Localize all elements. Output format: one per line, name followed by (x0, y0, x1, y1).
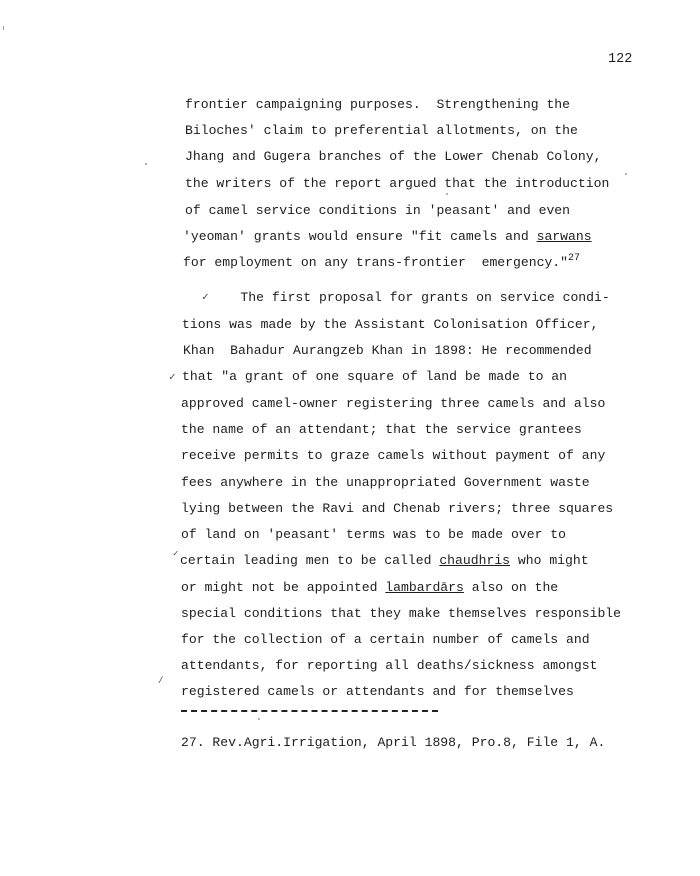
text-line: the name of an attendant; that the service grantees (181, 422, 582, 437)
text-line: The first proposal for grants on service condi- (209, 290, 610, 305)
scan-speck (625, 173, 627, 175)
check-mark-icon: ✓ (173, 549, 179, 559)
check-mark-icon: ✓ (202, 292, 209, 304)
underlined-term: lambardārs (385, 580, 464, 595)
text-span: for employment on any trans-frontier emergency." (183, 255, 569, 270)
text-line: frontier campaigning purposes. Strengthening the (185, 97, 571, 112)
text-line: for the collection of a certain number of camels and (181, 632, 590, 647)
text-line: special conditions that they make themselves responsible (181, 606, 622, 621)
text-line: attendants, for reporting all deaths/sickness amongst (181, 658, 598, 673)
text-line (183, 229, 592, 245)
text-line: the writers of the report argued that the introduction (185, 176, 610, 191)
footnote-divider (181, 710, 438, 712)
footnote-reference: 27 (568, 253, 581, 264)
scan-speck (3, 26, 4, 30)
scan-speck (446, 193, 448, 195)
text-line: Jhang and Gugera branches of the Lower Chenab Colony, (185, 149, 602, 164)
text-line: Khan Bahadur Aurangzeb Khan in 1898: He recommended (183, 343, 592, 358)
text-line: registered camels or attendants and for themselves (181, 684, 574, 699)
scan-speck (145, 163, 147, 165)
text-line: of camel service conditions in 'peasant' and even (185, 203, 571, 218)
text-line (180, 553, 589, 569)
page-number: 122 (608, 52, 633, 67)
text-line: approved camel-owner registering three camels and also (181, 396, 606, 411)
text-line (183, 255, 580, 273)
scan-speck (258, 718, 260, 720)
slash-mark-icon: / (158, 676, 164, 686)
text-span: certain leading men to be called (180, 553, 440, 568)
text-line: Biloches' claim to preferential allotments, on the (185, 123, 578, 138)
text-span: also on the (463, 580, 559, 595)
check-mark-icon: ✓ (169, 372, 176, 384)
text-span: 'yeoman' grants would ensure "fit camels and (183, 229, 537, 244)
text-line: lying between the Ravi and Chenab rivers; three squares (181, 501, 614, 516)
text-line: receive permits to graze camels without payment of any (181, 448, 606, 463)
text-line: tions was made by the Assistant Colonisation Officer, (182, 317, 599, 332)
text-line: that "a grant of one square of land be made to an (182, 369, 568, 384)
text-span: or might not be appointed (181, 580, 386, 595)
text-line (181, 580, 558, 596)
text-line: fees anywhere in the unappropriated Government waste (181, 475, 590, 490)
footnote: 27. Rev.Agri.Irrigation, April 1898, Pro.8, File 1, A. (181, 735, 606, 750)
underlined-term: sarwans (536, 229, 592, 244)
underlined-term: chaudhris (439, 553, 511, 568)
text-span: who might (510, 553, 589, 568)
text-line: of land on 'peasant' terms was to be made over to (181, 527, 567, 542)
